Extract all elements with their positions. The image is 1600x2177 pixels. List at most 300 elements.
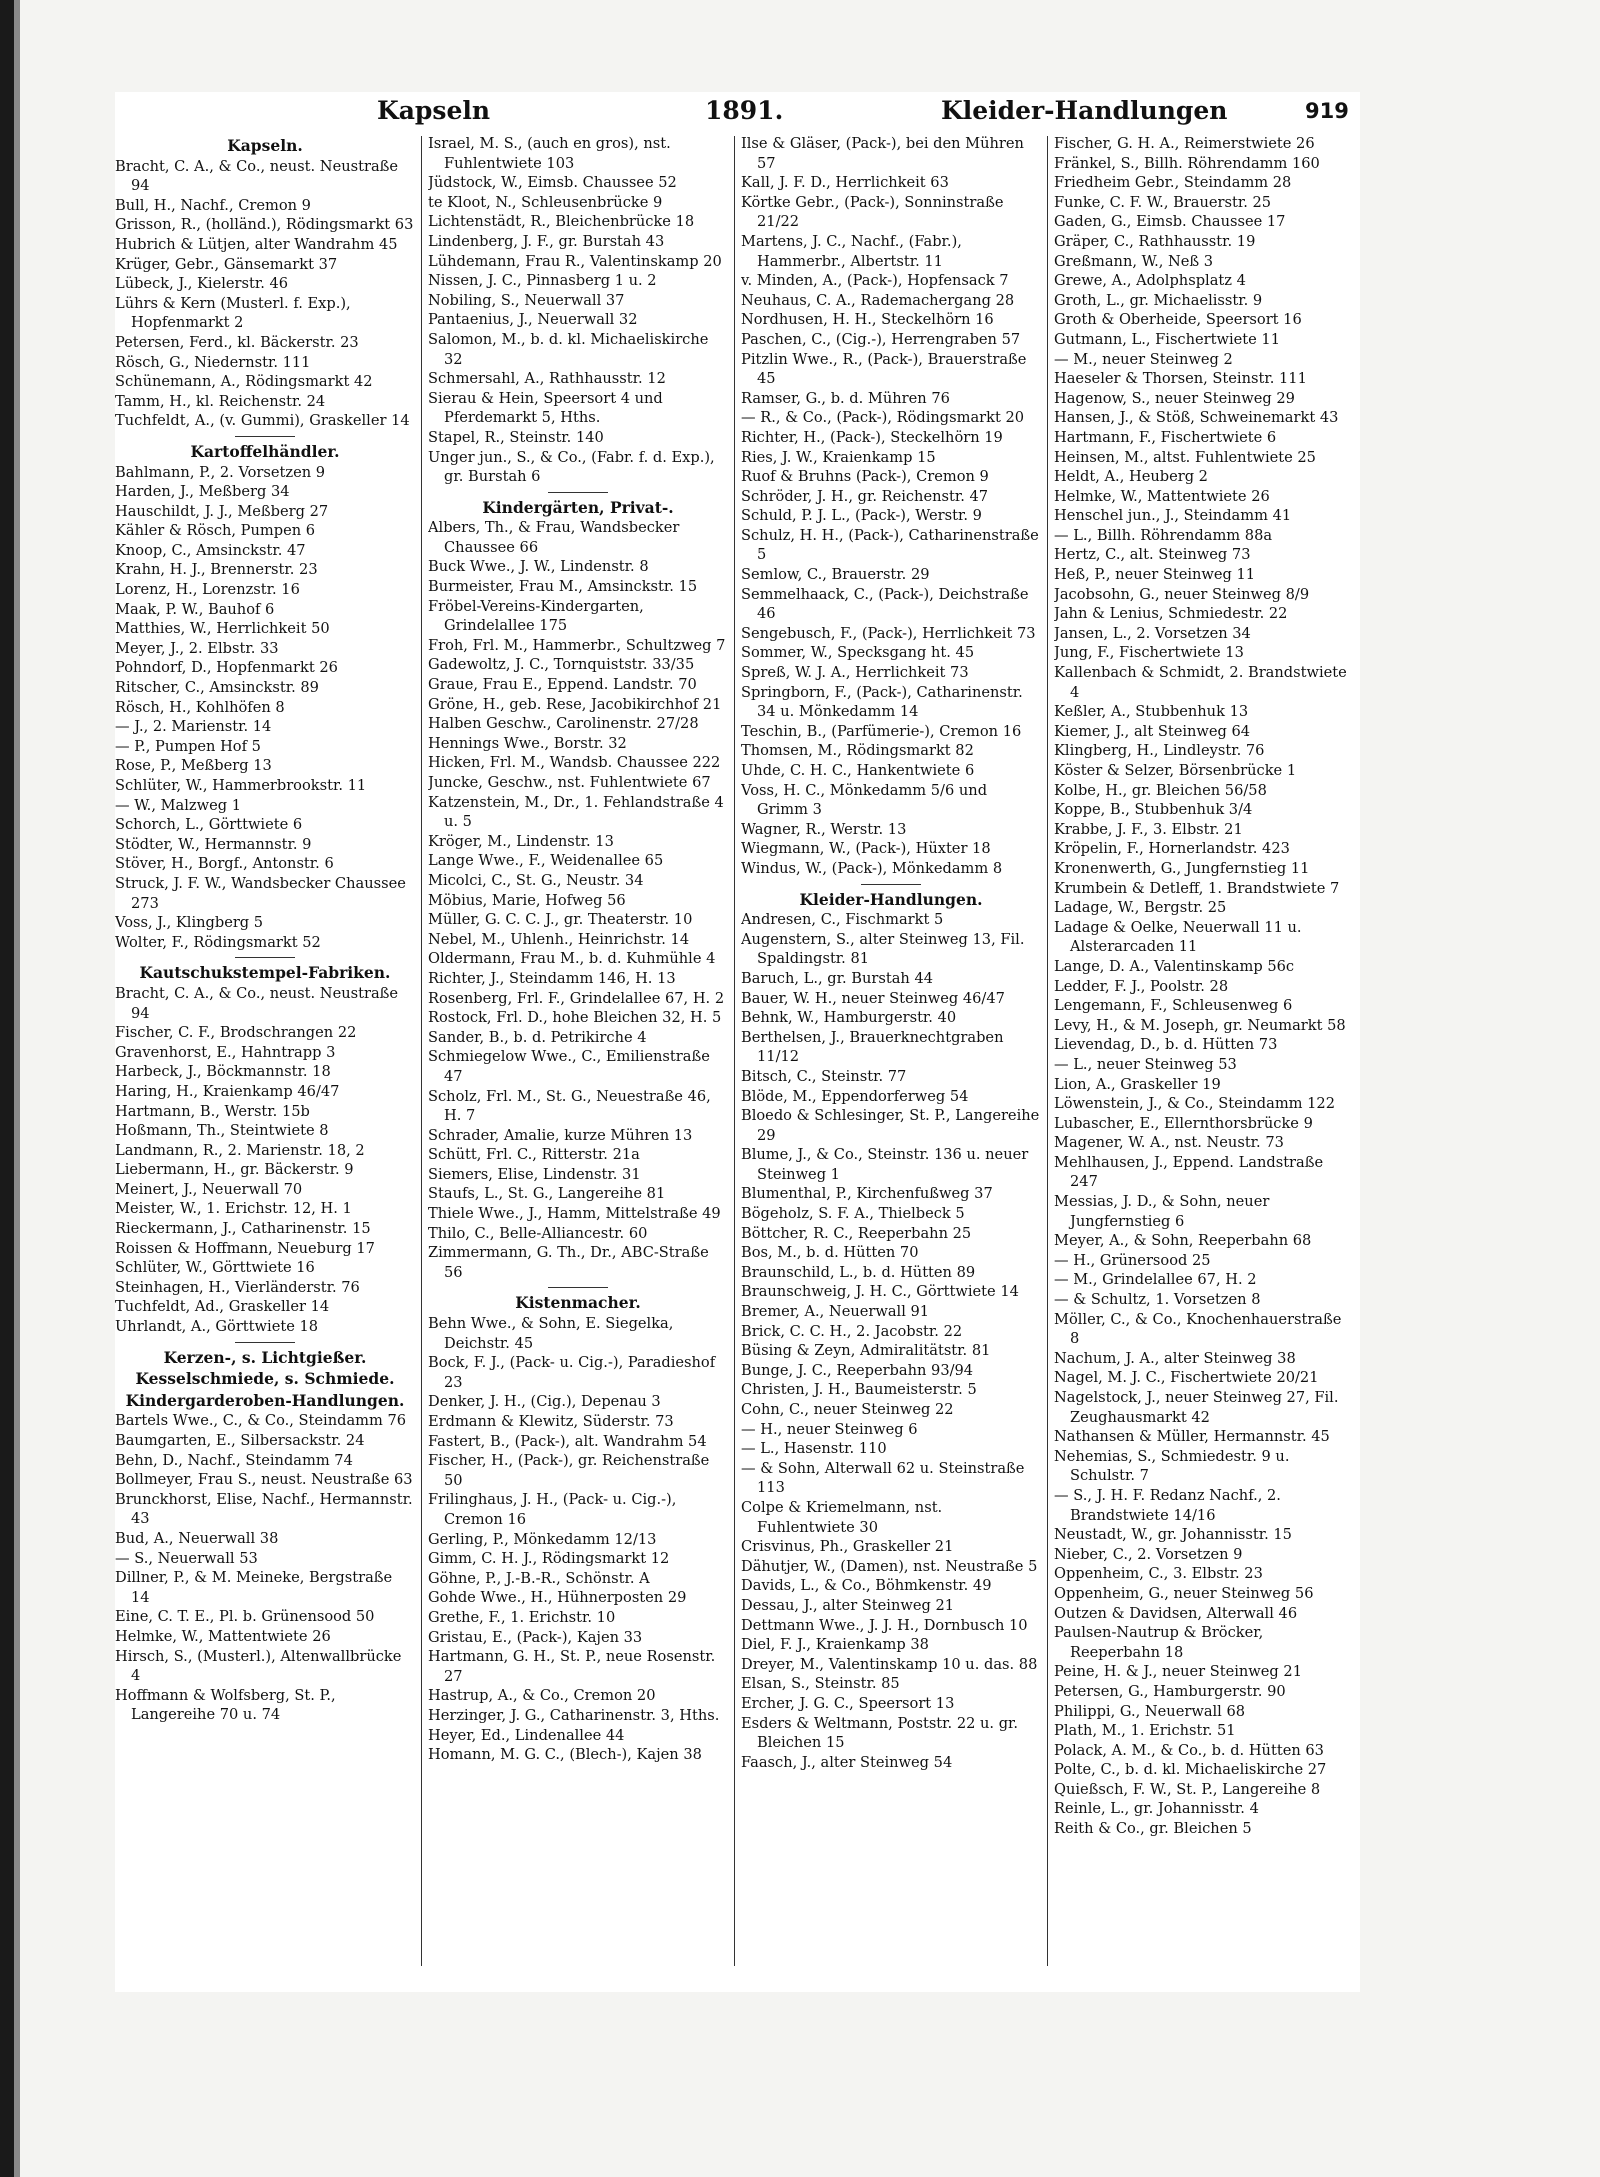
directory-entry: Sommer, W., Specksgang ht. 45	[741, 644, 975, 662]
directory-entry: Davids, L., & Co., Böhmkenstr. 49	[741, 1577, 992, 1595]
directory-entry: Böttcher, R. C., Reeperbahn 25	[741, 1224, 972, 1242]
directory-entry: Messias, J. D., & Sohn, neuer Jungfernstieg 6	[1054, 1193, 1270, 1230]
directory-entry: Wagner, R., Werstr. 13	[741, 820, 907, 838]
directory-entry: Wiegmann, W., (Pack-), Hüxter 18	[741, 840, 991, 858]
directory-entry: Blöde, M., Eppendorferweg 54	[741, 1087, 969, 1105]
directory-entry: Bahlmann, P., 2. Vorsetzen 9	[115, 463, 326, 481]
directory-entry: Tamm, H., kl. Reichenstr. 24	[115, 392, 326, 410]
directory-entry: Möller, C., & Co., Knochenhauerstraße 8	[1054, 1310, 1342, 1348]
column-4	[1054, 134, 1354, 1974]
directory-entry: Oppenheim, C., 3. Elbstr. 23	[1054, 1565, 1263, 1583]
directory-entry: — S., J. H. F. Redanz Nachf., 2. Brandstwiete 14/16	[1054, 1486, 1281, 1524]
directory-entry: Wolter, F., Rödingsmarkt 52	[115, 933, 321, 951]
directory-entry: Hauschildt, J. J., Meßberg 27	[115, 502, 329, 520]
section-heading: Kerzen-, s. Lichtgießer.	[163, 1347, 367, 1367]
directory-entry: Andresen, C., Fischmarkt 5	[741, 911, 944, 929]
directory-entry: Jacobsohn, G., neuer Steinweg 8/9	[1054, 585, 1310, 603]
directory-entry: Bock, F. J., (Pack- u. Cig.-), Paradieshof 23	[428, 1354, 716, 1391]
directory-entry: Sengebusch, F., (Pack-), Herrlichkeit 73	[741, 624, 1036, 642]
directory-entry: Schlüter, W., Görttwiete 16	[115, 1259, 315, 1277]
directory-entry: Israel, M. S., (auch en gros), nst. Fuhlentwiete 103	[428, 135, 671, 172]
section-separator	[235, 436, 295, 437]
directory-entry: Bud, A., Neuerwall 38	[115, 1529, 279, 1547]
directory-entry: — H., Grünersood 25	[1054, 1251, 1211, 1269]
directory-entry: Hoßmann, Th., Steintwiete 8	[115, 1122, 329, 1140]
directory-entry: Richter, H., (Pack-), Steckelhörn 19	[741, 428, 1003, 446]
directory-entry: Bloedo & Schlesinger, St. P., Langereihe 29	[741, 1107, 1040, 1144]
directory-entry: — R., & Co., (Pack-), Rödingsmarkt 20	[741, 409, 1025, 427]
directory-entry: Dessau, J., alter Steinweg 21	[741, 1596, 955, 1614]
directory-entry: Outzen & Davidsen, Alterwall 46	[1054, 1604, 1298, 1622]
header-right-keyword: Kleider-Handlungen	[941, 96, 1228, 125]
directory-entry: Kolbe, H., gr. Bleichen 56/58	[1054, 781, 1267, 799]
directory-entry: Froh, Frl. M., Hammerbr., Schultzweg 7	[428, 636, 726, 654]
directory-entry: Berthelsen, J., Brauerknechtgraben 11/12	[741, 1028, 1004, 1066]
directory-entry: Matthies, W., Herrlichkeit 50	[115, 620, 330, 638]
directory-entry: Haeseler & Thorsen, Steinstr. 111	[1054, 370, 1307, 388]
directory-entry: Kronenwerth, G., Jungfernstieg 11	[1054, 859, 1310, 877]
directory-entry: Scholz, Frl. M., St. G., Neuestraße 46, H. 7	[428, 1087, 711, 1125]
directory-entry: Klingberg, H., Lindleystr. 76	[1054, 742, 1265, 760]
directory-entry: Liebermann, H., gr. Bäckerstr. 9	[115, 1161, 354, 1179]
directory-entry: Levy, H., & M. Joseph, gr. Neumarkt 58	[1054, 1016, 1346, 1034]
directory-entry: Brunckhorst, Elise, Nachf., Hermannstr. 43	[115, 1490, 413, 1528]
directory-entry: Lion, A., Graskeller 19	[1054, 1075, 1221, 1093]
directory-entry: Rieckermann, J., Catharinenstr. 15	[115, 1220, 371, 1238]
directory-entry: Struck, J. F. W., Wandsbecker Chaussee 273	[115, 874, 406, 912]
directory-entry: Fastert, B., (Pack-), alt. Wandrahm 54	[428, 1432, 707, 1450]
directory-entry: Jüdstock, W., Eimsb. Chaussee 52	[428, 174, 677, 192]
directory-entry: Schuld, P. J. L., (Pack-), Werstr. 9	[741, 507, 982, 525]
section-heading: Kleider-Handlungen.	[799, 889, 983, 909]
directory-entry: Krumbein & Detleff, 1. Brandstwiete 7	[1054, 879, 1340, 897]
section-heading: Kindergärten, Privat-.	[482, 497, 674, 517]
directory-entry: Hennings Wwe., Borstr. 32	[428, 734, 627, 752]
directory-entry: Magener, W. A., nst. Neustr. 73	[1054, 1134, 1284, 1152]
directory-entry: Braunschild, L., b. d. Hütten 89	[741, 1263, 976, 1281]
directory-entry: Nagel, M. J. C., Fischertwiete 20/21	[1054, 1369, 1319, 1387]
directory-entry: Nissen, J. C., Pinnasberg 1 u. 2	[428, 272, 657, 290]
directory-entry: Pohndorf, D., Hopfenmarkt 26	[115, 659, 338, 677]
directory-entry: Fischer, H., (Pack-), gr. Reichenstraße 50	[428, 1452, 710, 1489]
column-3	[741, 134, 1041, 1974]
header-left-keyword: Kapseln	[377, 96, 491, 125]
directory-entry: Semlow, C., Brauerstr. 29	[741, 566, 930, 584]
directory-entry: Pitzlin Wwe., R., (Pack-), Brauerstraße 45	[741, 350, 1027, 388]
directory-entry: Bracht, C. A., & Co., neust. Neustraße 94	[115, 157, 399, 195]
directory-entry: Nobiling, S., Neuerwall 37	[428, 291, 625, 309]
directory-entry: Lindenberg, J. F., gr. Burstah 43	[428, 232, 665, 250]
directory-entry: Gohde Wwe., H., Hühnerposten 29	[428, 1589, 687, 1607]
directory-entry: Bull, H., Nachf., Cremon 9	[115, 196, 311, 214]
directory-entry: Lühdemann, Frau R., Valentinskamp 20	[428, 252, 722, 270]
directory-entry: Helmke, W., Mattentwiete 26	[115, 1627, 331, 1645]
directory-entry: Bollmeyer, Frau S., neust. Neustraße 63	[115, 1471, 413, 1489]
section-heading: Kindergarderoben-Handlungen.	[125, 1390, 405, 1410]
directory-entry: Voss, J., Klingberg 5	[115, 914, 264, 932]
directory-entry: — M., neuer Steinweg 2	[1054, 350, 1233, 368]
directory-entry: Uhde, C. H. C., Hankentwiete 6	[741, 762, 975, 779]
directory-entry: Meyer, J., 2. Elbstr. 33	[115, 639, 279, 657]
directory-entry: Reith & Co., gr. Bleichen 5	[1054, 1820, 1252, 1838]
section-heading: Kautschukstempel-Fabriken.	[139, 963, 391, 983]
directory-entry: Fischer, C. F., Brodschrangen 22	[115, 1024, 357, 1042]
directory-entry: Esders & Weltmann, Poststr. 22 u. gr. Bleichen 15	[741, 1714, 1019, 1752]
directory-entry: Teschin, B., (Parfümerie-), Cremon 16	[741, 722, 1022, 740]
directory-entry: Oppenheim, G., neuer Steinweg 56	[1054, 1584, 1314, 1602]
directory-entry: Bögeholz, S. F. A., Thielbeck 5	[741, 1205, 965, 1223]
directory-entry: Gadewoltz, J. C., Tornquiststr. 33/35	[428, 656, 695, 674]
directory-entry: Heyer, Ed., Lindenallee 44	[428, 1726, 625, 1744]
directory-entry: Homann, M. G. C., (Blech-), Kajen 38	[428, 1746, 702, 1764]
directory-entry: Plath, M., 1. Erichstr. 51	[1054, 1722, 1236, 1740]
directory-entry: Keßler, A., Stubbenhuk 13	[1054, 703, 1249, 721]
directory-entry: Lührs & Kern (Musterl. f. Exp.), Hopfenmarkt 2	[115, 294, 351, 332]
directory-entry: Schütt, Frl. C., Ritterstr. 21a	[428, 1146, 640, 1164]
directory-entry: Hansen, J., & Stöß, Schweinemarkt 43	[1054, 409, 1339, 427]
directory-entry: Ledder, F. J., Poolstr. 28	[1054, 977, 1229, 995]
directory-entry: Nagelstock, J., neuer Steinweg 27, Fil. Zeughausmarkt 42	[1054, 1389, 1339, 1426]
directory-entry: Pantaenius, J., Neuerwall 32	[428, 311, 638, 329]
directory-entry: Kröger, M., Lindenstr. 13	[428, 832, 614, 850]
section-heading: Kartoffelhändler.	[190, 441, 340, 461]
directory-entry: — L., Hasenstr. 110	[741, 1440, 887, 1458]
directory-entry: Blume, J., & Co., Steinstr. 136 u. neuer Steinweg 1	[741, 1146, 1029, 1183]
directory-entry: Hastrup, A., & Co., Cremon 20	[428, 1687, 656, 1705]
section-separator	[235, 1342, 295, 1343]
directory-entry: Gaden, G., Eimsb. Chaussee 17	[1054, 213, 1286, 231]
directory-entry: — W., Malzweg 1	[115, 796, 241, 814]
directory-entry: Rostock, Frl. D., hohe Bleichen 32, H. 5	[428, 1009, 722, 1027]
section-separator	[861, 884, 921, 885]
directory-entry: Nieber, C., 2. Vorsetzen 9	[1054, 1545, 1243, 1563]
directory-entry: Friedheim Gebr., Steindamm 28	[1054, 174, 1292, 192]
directory-entry: Neuhaus, C. A., Rademachergang 28	[741, 291, 1015, 309]
directory-entry: Schorch, L., Görttwiete 6	[115, 816, 303, 834]
directory-entry: Thilo, C., Belle-Alliancestr. 60	[428, 1224, 648, 1242]
directory-entry: Rose, P., Meßberg 13	[115, 757, 272, 775]
directory-entry: Rösch, H., Kohlhöfen 8	[115, 698, 285, 716]
column-rule	[421, 136, 422, 1966]
directory-entry: Baumgarten, E., Silbersackstr. 24	[115, 1432, 365, 1449]
directory-entry: Lievendag, D., b. d. Hütten 73	[1054, 1036, 1278, 1054]
directory-entry: Thiele Wwe., J., Hamm, Mittelstraße 49	[428, 1205, 721, 1223]
directory-entry: — L., Billh. Röhrendamm 88a	[1054, 526, 1273, 544]
directory-entry: Braunschweig, J. H. C., Görttwiete 14	[741, 1283, 1019, 1301]
directory-entry: Schünemann, A., Rödingsmarkt 42	[115, 373, 373, 391]
section-heading: Kesselschmiede, s. Schmiede.	[135, 1369, 395, 1389]
directory-entry: Jahn & Lenius, Schmiedestr. 22	[1054, 605, 1288, 623]
directory-entry: Lange, D. A., Valentinskamp 56c	[1054, 957, 1295, 975]
directory-entry: Cohn, C., neuer Steinweg 22	[741, 1401, 954, 1418]
directory-entry: Crisvinus, Ph., Graskeller 21	[741, 1538, 954, 1556]
directory-entry: Nordhusen, H. H., Steckelhörn 16	[741, 311, 994, 329]
scan-binding-shadow	[14, 0, 20, 2177]
directory-entry: Kall, J. F. D., Herrlichkeit 63	[741, 174, 949, 192]
directory-entry: — & Schultz, 1. Vorsetzen 8	[1054, 1291, 1261, 1309]
directory-entry: Gerling, P., Mönkedamm 12/13	[428, 1530, 657, 1548]
directory-entry: Schulz, H. H., (Pack-), Catharinenstraße 5	[741, 526, 1039, 564]
directory-entry: Ladage & Oelke, Neuerwall 11 u. Alsterarcaden 11	[1054, 918, 1302, 956]
directory-entry: Sierau & Hein, Speersort 4 und Pferdemarkt 5, Hths.	[428, 389, 663, 427]
directory-entry: Buck Wwe., J. W., Lindenstr. 8	[428, 558, 649, 576]
page-number: 919	[1305, 99, 1349, 123]
section-heading: Kapseln.	[227, 136, 303, 155]
directory-entry: Nebel, M., Uhlenh., Heinrichstr. 14	[428, 930, 690, 948]
directory-entry: Dillner, P., & M. Meineke, Bergstraße 14	[115, 1569, 393, 1606]
directory-entry: Gutmann, L., Fischertwiete 11	[1054, 330, 1280, 348]
directory-entry: Lange Wwe., F., Weidenallee 65	[428, 852, 664, 870]
directory-entry: Fröbel-Vereins-Kindergarten, Grindelallee 175	[428, 597, 644, 635]
section-separator	[548, 492, 608, 493]
directory-entry: Stapel, R., Steinstr. 140	[428, 428, 604, 446]
directory-entry: Dreyer, M., Valentinskamp 10 u. das. 88	[741, 1655, 1038, 1673]
directory-entry: Groth, L., gr. Michaelisstr. 9	[1054, 291, 1263, 309]
directory-entry: — S., Neuerwall 53	[115, 1549, 258, 1567]
directory-entry: Zimmermann, G. Th., Dr., ABC-Straße 56	[428, 1244, 709, 1281]
directory-entry: Schröder, J. H., gr. Reichenstr. 47	[741, 487, 989, 505]
directory-entry: Hartmann, F., Fischertwiete 6	[1054, 428, 1277, 446]
directory-entry: Juncke, Geschw., nst. Fuhlentwiete 67	[428, 774, 711, 791]
directory-entry: Roissen & Hoffmann, Neueburg 17	[115, 1239, 375, 1257]
directory-entry: Thomsen, M., Rödingsmarkt 82	[741, 742, 974, 760]
directory-entry: Lübeck, J., Kielerstr. 46	[115, 275, 289, 293]
directory-entry: Springborn, F., (Pack-), Catharinenstr. 34 u. Mönkedamm 14	[741, 683, 1023, 721]
directory-entry: Krabbe, J. F., 3. Elbstr. 21	[1054, 820, 1243, 838]
directory-entry: Maak, P. W., Bauhof 6	[115, 600, 275, 618]
directory-entry: Christen, J. H., Baumeisterstr. 5	[741, 1381, 977, 1399]
directory-entry: — M., Grindelallee 67, H. 2	[1054, 1271, 1257, 1289]
directory-entry: Frilinghaus, J. H., (Pack- u. Cig.-), Cremon 16	[428, 1491, 677, 1528]
directory-entry: Hubrich & Lütjen, alter Wandrahm 45	[115, 235, 398, 253]
directory-entry: Richter, J., Steindamm 146, H. 13	[428, 969, 676, 987]
directory-entry: — H., neuer Steinweg 6	[741, 1420, 918, 1438]
directory-entry: Graue, Frau E., Eppend. Landstr. 70	[428, 676, 697, 694]
directory-entry: Hertz, C., alt. Steinweg 73	[1054, 546, 1251, 564]
directory-entry: Ries, J. W., Kraienkamp 15	[741, 448, 936, 466]
directory-entry: Körtke Gebr., (Pack-), Sonninstraße 21/22	[741, 193, 1004, 231]
directory-entry: Bauer, W. H., neuer Steinweg 46/47	[741, 989, 1005, 1007]
directory-entry: Nehemias, S., Schmiedestr. 9 u. Schulstr. 7	[1054, 1447, 1290, 1485]
directory-entry: Schlüter, W., Hammerbrookstr. 11	[115, 777, 367, 794]
directory-entry: Brick, C. C. H., 2. Jacobstr. 22	[741, 1322, 963, 1340]
directory-entry: Funke, C. F. W., Brauerstr. 25	[1054, 193, 1272, 211]
directory-entry: Schmersahl, A., Rathhausstr. 12	[428, 370, 666, 388]
directory-entry: Diel, F. J., Kraienkamp 38	[741, 1636, 929, 1654]
directory-entry: Hartmann, B., Werstr. 15b	[115, 1102, 310, 1120]
directory-entry: Grisson, R., (holländ.), Rödingsmarkt 63	[115, 216, 414, 234]
directory-entry: Grewe, A., Adolphsplatz 4	[1054, 272, 1246, 290]
directory-entry: Herzinger, J. G., Catharinenstr. 3, Hths.	[428, 1706, 720, 1724]
directory-entry: Rösch, G., Niedernstr. 111	[115, 353, 311, 371]
directory-entry: Hagenow, S., neuer Steinweg 29	[1054, 389, 1295, 407]
directory-entry: Lubascher, E., Ellernthorsbrücke 9	[1054, 1114, 1313, 1132]
directory-entry: Paulsen-Nautrup & Bröcker, Reeperbahn 18	[1054, 1624, 1264, 1661]
directory-entry: Blumenthal, P., Kirchenfußweg 37	[741, 1185, 993, 1203]
directory-entry: Bunge, J. C., Reeperbahn 93/94	[741, 1361, 974, 1379]
directory-entry: Erdmann & Klewitz, Süderstr. 73	[428, 1413, 674, 1430]
directory-entry: — J., 2. Marienstr. 14	[115, 718, 272, 736]
directory-entry: Harden, J., Meßberg 34	[115, 483, 290, 501]
section-heading: Kistenmacher.	[515, 1293, 641, 1313]
directory-entry: Henschel jun., J., Steindamm 41	[1054, 507, 1292, 525]
directory-entry: Windus, W., (Pack-), Mönkedamm 8	[741, 859, 1003, 877]
column-rule	[734, 136, 735, 1966]
directory-entry: Heinsen, M., altst. Fuhlentwiete 25	[1054, 448, 1316, 466]
directory-entry: Petersen, Ferd., kl. Bäckerstr. 23	[115, 333, 359, 351]
section-separator	[235, 957, 295, 958]
directory-entry: Gröne, H., geb. Rese, Jacobikirchhof 21	[428, 695, 722, 713]
directory-entry: Behn, D., Nachf., Steindamm 74	[115, 1451, 353, 1469]
section-separator	[548, 1287, 608, 1288]
directory-entry: Albers, Th., & Frau, Wandsbecker Chaussee 66	[428, 519, 680, 556]
directory-entry: Dettmann Wwe., J. J. H., Dornbusch 10	[741, 1616, 1028, 1634]
directory-entry: Nathansen & Müller, Hermannstr. 45	[1054, 1428, 1330, 1446]
directory-entry: Colpe & Kriemelmann, nst. Fuhlentwiete 30	[741, 1498, 943, 1536]
directory-entry: Jung, F., Fischertwiete 13	[1054, 644, 1244, 662]
column-1	[115, 134, 415, 1974]
directory-entry: Oldermann, Frau M., b. d. Kuhmühle 4	[428, 950, 716, 968]
directory-entry: te Kloot, N., Schleusenbrücke 9	[428, 193, 663, 211]
directory-entry: Hicken, Frl. M., Wandsb. Chaussee 222	[428, 754, 721, 772]
directory-entry: Burmeister, Frau M., Amsinckstr. 15	[428, 578, 698, 596]
directory-entry: Lengemann, F., Schleusenweg 6	[1054, 997, 1293, 1015]
directory-entry: Spreß, W. J. A., Herrlichkeit 73	[741, 664, 969, 682]
directory-entry: Bartels Wwe., C., & Co., Steindamm 76	[115, 1412, 407, 1430]
directory-entry: Lichtenstädt, R., Bleichenbrücke 18	[428, 213, 695, 231]
directory-entry: Bos, M., b. d. Hütten 70	[741, 1244, 919, 1262]
directory-entry: Gristau, E., (Pack-), Kajen 33	[428, 1628, 643, 1646]
directory-entry: Meyer, A., & Sohn, Reeperbahn 68	[1054, 1232, 1312, 1250]
directory-entry: Voss, H. C., Mönkedamm 5/6 und Grimm 3	[741, 781, 988, 819]
directory-entry: Ladage, W., Bergstr. 25	[1054, 899, 1227, 917]
directory-entry: Hoffmann & Wolfsberg, St. P., Langereihe 70 u. 74	[115, 1686, 336, 1724]
directory-entry: Groth & Oberheide, Speersort 16	[1054, 311, 1302, 329]
directory-entry: Micolci, C., St. G., Neustr. 34	[428, 871, 644, 889]
directory-entry: Paschen, C., (Cig.-), Herrengraben 57	[741, 330, 1021, 348]
directory-entry: Helmke, W., Mattentwiete 26	[1054, 487, 1270, 505]
directory-entry: Heldt, A., Heuberg 2	[1054, 468, 1208, 486]
directory-entry: Meinert, J., Neuerwall 70	[115, 1180, 303, 1198]
directory-entry: Tuchfeldt, Ad., Graskeller 14	[115, 1298, 330, 1316]
directory-entry: Philippi, G., Neuerwall 68	[1054, 1702, 1246, 1720]
directory-entry: Harbeck, J., Böckmannstr. 18	[115, 1063, 331, 1081]
directory-entry: Stöver, H., Borgf., Antonstr. 6	[115, 855, 334, 873]
directory-entry: — L., neuer Steinweg 53	[1054, 1055, 1237, 1073]
directory-entry: Tuchfeldt, A., (v. Gummi), Graskeller 14	[115, 412, 410, 430]
directory-entry: Bitsch, C., Steinstr. 77	[741, 1067, 907, 1085]
directory-entry: Ilse & Gläser, (Pack-), bei den Mühren 57	[741, 135, 1024, 172]
directory-entry: Neustadt, W., gr. Johannisstr. 15	[1054, 1526, 1292, 1544]
column-2	[428, 134, 728, 1974]
directory-entry: Reinle, L., gr. Johannisstr. 4	[1054, 1800, 1259, 1818]
directory-entry: Nachum, J. A., alter Steinweg 38	[1054, 1349, 1296, 1367]
directory-entry: Ramser, G., b. d. Mühren 76	[741, 389, 950, 407]
directory-entry: Löwenstein, J., & Co., Steindamm 122	[1054, 1095, 1335, 1113]
directory-entry: Peine, H. & J., neuer Steinweg 21	[1054, 1663, 1302, 1681]
directory-entry: Krüger, Gebr., Gänsemarkt 37	[115, 255, 338, 273]
directory-entry: Stödter, W., Hermannstr. 9	[115, 835, 312, 853]
directory-entry: Koppe, B., Stubbenhuk 3/4	[1054, 801, 1253, 819]
directory-entry: Unger jun., S., & Co., (Fabr. f. d. Exp.), gr. Burstah 6	[428, 448, 715, 486]
directory-entry: Salomon, M., b. d. kl. Michaeliskirche 32	[428, 330, 709, 368]
directory-entry: Polack, A. M., & Co., b. d. Hütten 63	[1054, 1741, 1324, 1759]
directory-entry: Möbius, Marie, Hofweg 56	[428, 891, 626, 909]
directory-entry: Ritscher, C., Amsinckstr. 89	[115, 679, 319, 697]
directory-entry: Denker, J. H., (Cig.), Depenau 3	[428, 1393, 661, 1411]
directory-entry: Gimm, C. H. J., Rödingsmarkt 12	[428, 1550, 670, 1568]
directory-entry: Staufs, L., St. G., Langereihe 81	[428, 1185, 666, 1203]
directory-entry: Kröpelin, F., Hornerlandstr. 423	[1054, 840, 1290, 858]
directory-entry: Hartmann, G. H., St. P., neue Rosenstr. 27	[428, 1648, 716, 1685]
header-year: 1891.	[705, 96, 784, 125]
directory-entry: Mehlhausen, J., Eppend. Landstraße 247	[1054, 1153, 1324, 1191]
directory-entry: Göhne, P., J.-B.-R., Schönstr. A	[428, 1569, 650, 1587]
directory-entry: Müller, G. C. C. J., gr. Theaterstr. 10	[428, 911, 693, 929]
directory-entry: Augenstern, S., alter Steinweg 13, Fil. Spaldingstr. 81	[741, 930, 1025, 968]
directory-entry: Köster & Selzer, Börsenbrücke 1	[1054, 762, 1297, 779]
directory-entry: Schrader, Amalie, kurze Mühren 13	[428, 1126, 693, 1144]
directory-entry: Dähutjer, W., (Damen), nst. Neustraße 5	[741, 1557, 1038, 1575]
directory-entry: Petersen, G., Hamburgerstr. 90	[1054, 1682, 1286, 1700]
directory-entry: Fränkel, S., Billh. Röhrendamm 160	[1054, 154, 1320, 172]
directory-entry: Heß, P., neuer Steinweg 11	[1054, 566, 1256, 584]
directory-entry: Steinhagen, H., Vierländerstr. 76	[115, 1278, 360, 1296]
directory-entry: Ruof & Bruhns (Pack-), Cremon 9	[741, 468, 989, 486]
directory-entry: Semmelhaack, C., (Pack-), Deichstraße 46	[741, 585, 1029, 623]
directory-entry: — P., Pumpen Hof 5	[115, 737, 261, 755]
directory-entry: Ercher, J. G. C., Speersort 13	[741, 1694, 955, 1712]
directory-entry: Halben Geschw., Carolinenstr. 27/28	[428, 715, 699, 733]
directory-entry: Haring, H., Kraienkamp 46/47	[115, 1082, 340, 1100]
directory-entry: Katzenstein, M., Dr., 1. Fehlandstraße 4 u. 5	[428, 793, 724, 831]
scan-binding-edge	[0, 0, 14, 2177]
directory-entry: Martens, J. C., Nachf., (Fabr.), Hammerbr., Albertstr. 11	[741, 232, 962, 270]
directory-entry: Gravenhorst, E., Hahntrapp 3	[115, 1043, 336, 1061]
directory-entry: Jansen, L., 2. Vorsetzen 34	[1054, 624, 1251, 642]
directory-entry: Quießsch, F. W., St. P., Langereihe 8	[1054, 1780, 1321, 1798]
directory-entry: Baruch, L., gr. Burstah 44	[741, 969, 934, 987]
directory-entry: Grethe, F., 1. Erichstr. 10	[428, 1608, 616, 1626]
directory-entry: Behn Wwe., & Sohn, E. Siegelka, Deichstr. 45	[428, 1315, 674, 1352]
directory-entry: Kallenbach & Schmidt, 2. Brandstwiete 4	[1054, 664, 1347, 701]
directory-entry: Bremer, A., Neuerwall 91	[741, 1303, 930, 1321]
directory-entry: Sander, B., b. d. Petrikirche 4	[428, 1028, 647, 1046]
directory-entry: Lorenz, H., Lorenzstr. 16	[115, 581, 300, 599]
directory-entry: Knoop, C., Amsinckstr. 47	[115, 541, 306, 559]
directory-entry: Fischer, G. H. A., Reimerstwiete 26	[1054, 135, 1315, 152]
directory-entry: Bracht, C. A., & Co., neust. Neustraße 94	[115, 984, 399, 1022]
running-head	[115, 96, 1360, 130]
directory-entry: Krahn, H. J., Brennerstr. 23	[115, 561, 318, 579]
directory-entry: — & Sohn, Alterwall 62 u. Steinstraße 113	[741, 1459, 1025, 1497]
directory-entry: Uhrlandt, A., Görttwiete 18	[115, 1318, 319, 1336]
directory-entry: Eine, C. T. E., Pl. b. Grünensood 50	[115, 1608, 375, 1626]
directory-entry: Faasch, J., alter Steinweg 54	[741, 1753, 953, 1771]
directory-entry: Hirsch, S., (Musterl.), Altenwallbrücke 4	[115, 1647, 402, 1685]
directory-entry: Rosenberg, Frl. F., Grindelallee 67, H. 2	[428, 989, 725, 1007]
directory-entry: Polte, C., b. d. kl. Michaeliskirche 27	[1054, 1761, 1327, 1779]
directory-entry: Gräper, C., Rathhausstr. 19	[1054, 232, 1256, 250]
directory-entry: Büsing & Zeyn, Admiralitätstr. 81	[741, 1342, 991, 1360]
directory-entry: Schmiegelow Wwe., C., Emilienstraße 47	[428, 1048, 710, 1085]
column-rule	[1047, 136, 1048, 1966]
directory-entry: v. Minden, A., (Pack-), Hopfensack 7	[741, 272, 1009, 290]
directory-entry: Siemers, Elise, Lindenstr. 31	[428, 1165, 641, 1183]
directory-entry: Elsan, S., Steinstr. 85	[741, 1675, 900, 1693]
directory-page	[115, 92, 1360, 1992]
directory-entry: Kähler & Rösch, Pumpen 6	[115, 522, 316, 540]
